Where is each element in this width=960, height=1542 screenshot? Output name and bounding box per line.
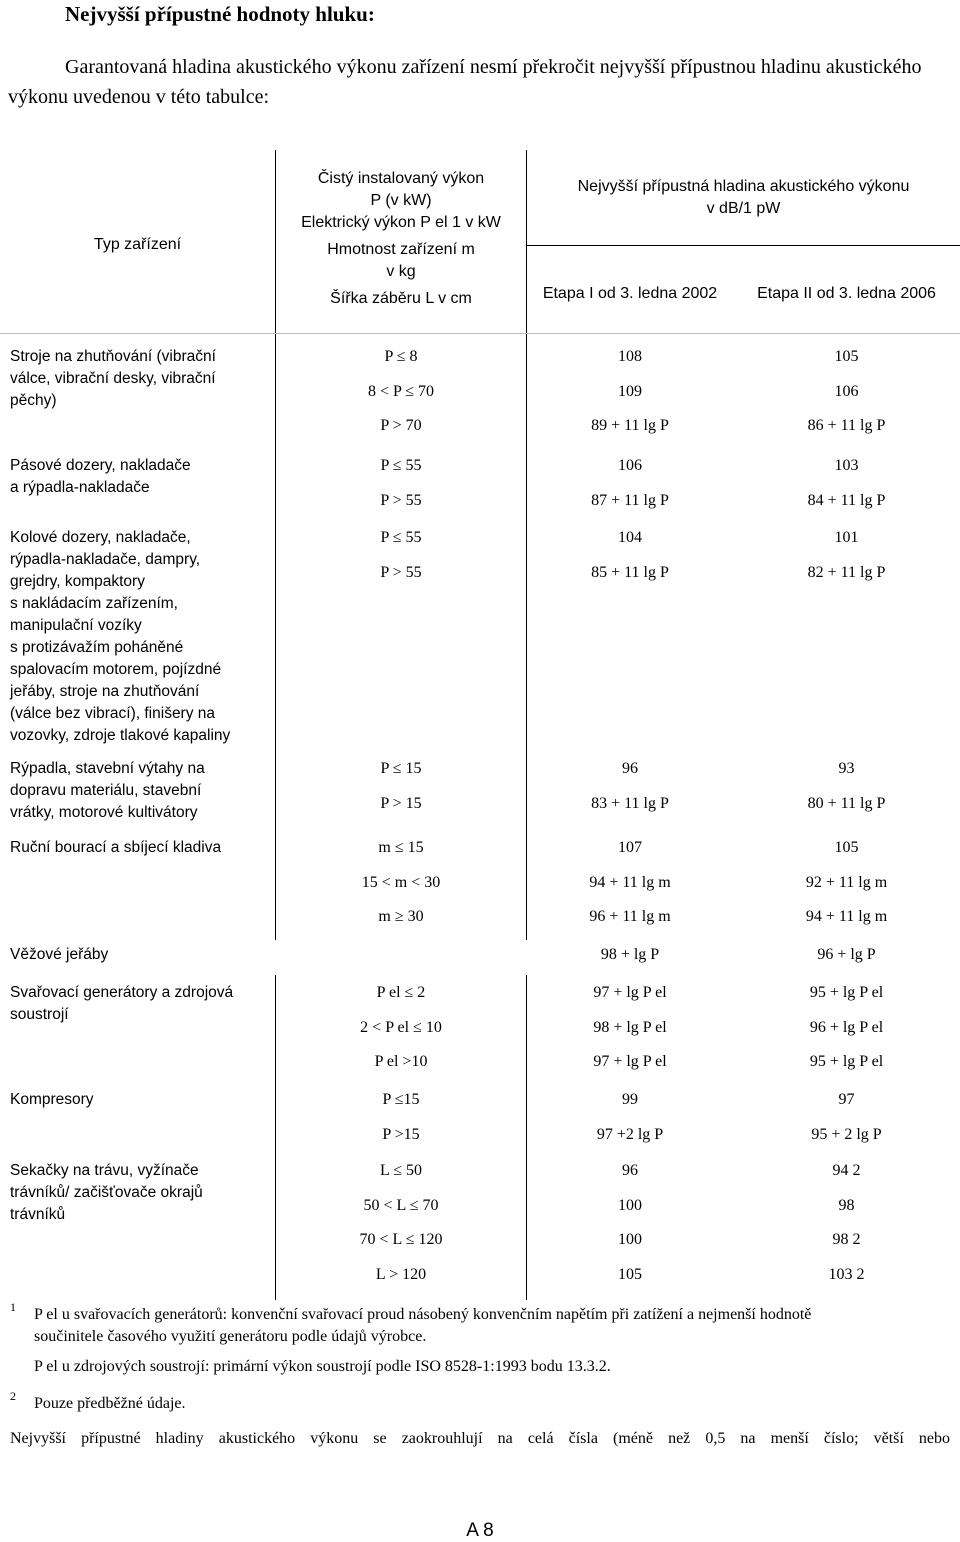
stage-2-value: 94 2 (832, 1162, 861, 1179)
stage-1-value: 107 (618, 839, 642, 856)
param-condition: 8 < P ≤ 70 (367, 382, 435, 400)
header-limit-line: v dB/1 pW (706, 200, 781, 217)
row-category: Svařovací generátory a zdrojová soustrojí (10, 984, 234, 1023)
row-category: Ruční bourací a sbíjecí kladiva (10, 839, 222, 856)
intro-line-1: Garantovaná hladina akustického výkonu zařízení nesmí překročit nejvyšší přípustnou (65, 56, 756, 78)
stage-2-value: 86 + 11 lg P (807, 417, 886, 434)
stage-2-value: 106 (834, 382, 859, 400)
stage-1-value: 109 (618, 382, 642, 400)
param-condition: 50 < L ≤ 70 (363, 1196, 439, 1214)
stage-2-value: 95 + lg P el (809, 984, 884, 1001)
param-condition: P el >10 (374, 1053, 428, 1070)
stage-1-value: 87 + 11 lg P (591, 491, 669, 509)
footnote-1-line: P el u svařovacích generátorů: konvenční svařovací proud násobený konvenčním napětím při zatížení a nejmenší hodnotě (34, 1306, 812, 1323)
stage-1-value: 106 (618, 457, 642, 474)
stage-1-value: 108 (618, 348, 642, 365)
stage-1-value: 104 (618, 529, 642, 546)
row-category: Stroje na zhutňování (vibrační válce, vibrační desky, vibrační pěchy) (10, 348, 216, 409)
stage-2-value: 82 + 11 lg P (807, 563, 886, 581)
header-param-line: Elektrický výkon P el 1 v kW (301, 214, 501, 231)
intro-paragraph (8, 52, 953, 112)
param-condition: P > 55 (380, 563, 422, 581)
stage-2-value: 98 (838, 1196, 855, 1214)
stage-2-value: 84 + 11 lg P (807, 491, 886, 509)
stage-2-value: 105 (834, 348, 859, 365)
stage-1-value: 97 + lg P el (593, 984, 667, 1001)
row-category: Sekačky na trávu, vyžínače trávníků/ začišťovače okrajů trávníků (10, 1162, 203, 1223)
param-condition: P ≤ 55 (380, 529, 422, 546)
row-category: Kompresory (10, 1091, 94, 1108)
param-condition: P el ≤ 2 (376, 984, 426, 1001)
stage-1-value: 96 (622, 1162, 638, 1179)
header-param-line: P (v kW) (370, 192, 432, 209)
stage-1-value: 89 + 11 lg P (591, 417, 669, 434)
row-category: Věžové jeřáby (10, 946, 109, 963)
header-param-line: v kg (386, 263, 416, 280)
stage-1-value: 94 + 11 lg m (589, 873, 671, 891)
stage-2-value: 95 + 2 lg P (811, 1125, 882, 1143)
stage-2-value: 103 2 (828, 1265, 865, 1283)
stage-2-value: 105 (834, 839, 859, 856)
row-category: Pásové dozery, nakladače a rýpadla-nakladače (10, 457, 191, 496)
header-param-line: Čistý instalovaný výkon (317, 170, 485, 187)
page-heading: Nejvyšší přípustné hodnoty hluku: (65, 2, 375, 26)
header-limit (527, 176, 960, 220)
header-divider (526, 245, 960, 246)
stage-2-value: 95 + lg P el (809, 1053, 884, 1070)
param-condition: P ≤ 8 (384, 348, 418, 365)
intro-line-2: hladinu akustického výkonu uvedenou v této tabulce: (8, 56, 922, 108)
footnote-2: Pouze předběžné údaje. (34, 1395, 186, 1412)
stage-2-value: 96 + lg P el (809, 1018, 884, 1036)
row-category: Rýpadla, stavební výtahy na dopravu materiálu, stavební vrátky, motorové kultivátory (10, 760, 205, 821)
param-condition: P ≤ 55 (380, 457, 422, 474)
header-stage-1: Etapa I od 3. ledna 2002 (542, 285, 718, 302)
stage-2-value: 101 (834, 529, 859, 546)
param-condition: m ≥ 30 (378, 908, 424, 925)
footnote-2-mark: 2 (10, 1389, 16, 1403)
stage-2-value: 98 2 (832, 1231, 861, 1248)
param-condition: L ≤ 50 (380, 1162, 422, 1179)
stage-2-value: 96 + lg P (817, 946, 876, 963)
stage-1-value: 98 + lg P (600, 946, 660, 963)
stage-1-value: 97 + lg P el (593, 1053, 667, 1070)
stage-1-value: 83 + 11 lg P (591, 794, 669, 812)
footnote-1-mark: 1 (10, 1300, 16, 1314)
param-condition: 2 < P el ≤ 10 (360, 1018, 442, 1036)
stage-1-value: 97 +2 lg P (596, 1125, 664, 1143)
param-condition: P ≤15 (382, 1091, 420, 1108)
header-bottom-rule (0, 333, 960, 334)
param-condition: P > 15 (380, 794, 422, 812)
stage-1-value: 96 (622, 760, 638, 777)
header-limit-line: Nejvyšší přípustná hladina akustického výkonu (577, 178, 910, 195)
param-condition: P > 70 (380, 417, 422, 434)
param-condition: 70 < L ≤ 120 (359, 1231, 443, 1248)
header-param-line: Hmotnost zařízení m (327, 241, 475, 258)
stage-1-value: 105 (618, 1265, 642, 1283)
header-stage-2: Etapa II od 3. ledna 2006 (757, 285, 936, 302)
stage-2-value: 93 (838, 760, 855, 777)
stage-1-value: 100 (618, 1231, 642, 1248)
stage-2-value: 94 + 11 lg m (805, 908, 888, 925)
stage-2-value: 80 + 11 lg P (807, 794, 886, 812)
stage-1-value: 100 (618, 1196, 642, 1214)
stage-1-value: 96 + 11 lg m (589, 908, 671, 925)
stage-1-value: 99 (622, 1091, 638, 1108)
stage-2-value: 103 (834, 457, 859, 474)
footnote-1 (34, 1304, 950, 1378)
stage-2-value: 97 (838, 1091, 855, 1108)
param-condition: m ≤ 15 (378, 839, 424, 856)
header-param-line: Šířka záběru L v cm (330, 290, 472, 307)
page-number: A 8 (466, 1520, 494, 1541)
stage-2-value: 92 + 11 lg m (805, 873, 888, 891)
param-condition: P > 55 (380, 491, 422, 509)
stage-1-value: 98 + lg P el (593, 1018, 667, 1036)
param-condition: P >15 (382, 1125, 420, 1143)
footnote-1-line: P el u zdrojových soustrojí: primární výkon soustrojí podle ISO 8528-1:1993 bodu 13.3.2. (34, 1358, 611, 1375)
stage-1-value: 85 + 11 lg P (591, 563, 669, 581)
param-condition: 15 < m < 30 (361, 873, 441, 891)
header-type: Typ zařízení (93, 236, 182, 253)
param-condition: L > 120 (375, 1265, 427, 1283)
footnote-1-line: součinitele časového využití generátoru podle údajů výrobce. (34, 1328, 427, 1345)
row-category: Kolové dozery, nakladače, rýpadla-nakladače, dampry, grejdry, kompaktory s nakládacím zařízením, manipulační vozíky s protizávažím poháněné spalovacím motorem, pojízdné jeřáby, stroje na zhutňování (válce bez vibrací), finišery na vozovky, zdroje tlakové kapaliny (10, 529, 231, 744)
rounding-note: Nejvyšší přípustné hladiny akustického výkonu se zaokrouhlují na celá čísla (méně než 0,5 na menší číslo; větší nebo (10, 1430, 950, 1447)
param-condition: P ≤ 15 (380, 760, 422, 777)
header-param (276, 168, 526, 310)
